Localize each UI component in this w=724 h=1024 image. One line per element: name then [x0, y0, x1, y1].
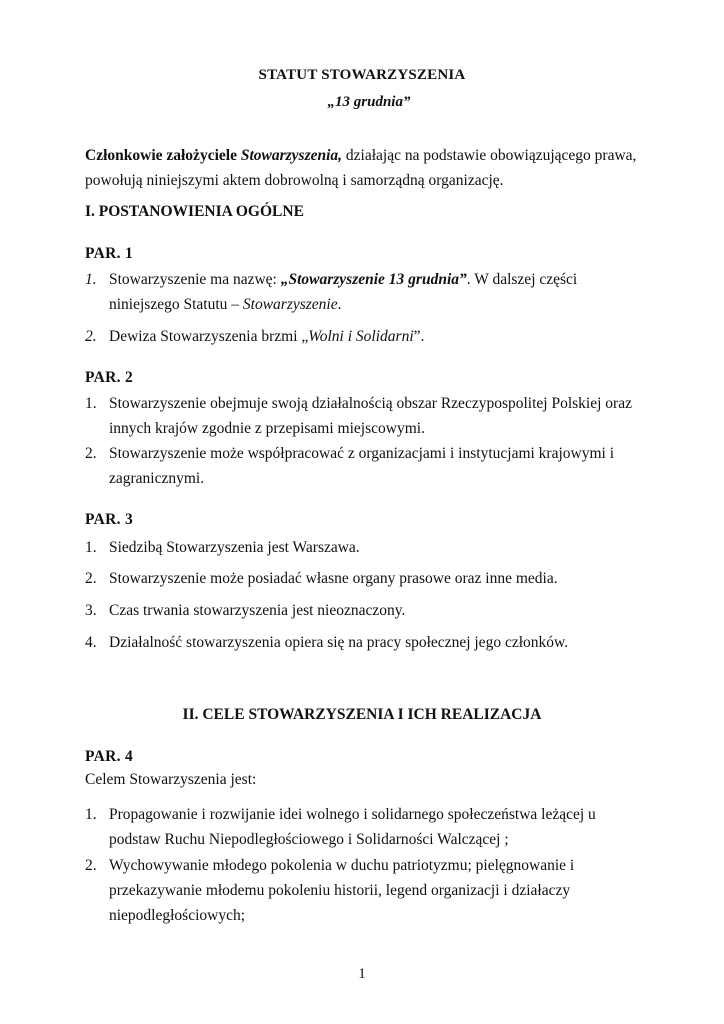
item-number: 2.: [85, 857, 97, 874]
item-text: Stowarzyszenie ma nazwę: „Stowarzyszenie 13 grudnia”. W dalszej części niniejszego Statutu – Stowarzyszenie.: [109, 271, 578, 313]
association-name: „Stowarzyszenie 13 grudnia”: [280, 271, 467, 288]
item-text: Stowarzyszenie może współpracować z organizacjami i instytucjami krajowymi i zagranicznymi.: [109, 445, 615, 487]
par-4-item: [85, 853, 645, 928]
item-number: 1.: [85, 271, 97, 288]
item-text: Propagowanie i rozwijanie idei wolnego i solidarnego społeczeństwa leżącej u podstaw Ruchu Niepodległościowego i Solidarności Walczącej ;: [109, 806, 596, 848]
par-1-item: [85, 267, 645, 317]
par-3-item: [85, 630, 645, 655]
item-text: Działalność stowarzyszenia opiera się na pracy społecznej jego członków.: [109, 634, 569, 651]
item-text: Stowarzyszenie może posiadać własne organy prasowe oraz inne media.: [109, 570, 558, 587]
par-3-label: PAR. 3: [85, 511, 134, 528]
par-4-label: PAR. 4: [85, 748, 134, 765]
item-number: 2.: [85, 328, 97, 345]
par-3-item: [85, 566, 645, 591]
par-2-item: [85, 391, 645, 441]
page-number: 1: [358, 966, 366, 982]
par-4-item: [85, 802, 645, 852]
par-3-item: [85, 598, 645, 623]
item-text: Stowarzyszenie obejmuje swoją działalnością obszar Rzeczypospolitej Polskiej oraz innych krajów zgodnie z przepisami miejscowymi.: [109, 395, 632, 437]
item-number: 1.: [85, 395, 97, 412]
section-heading-2: II. CELE STOWARZYSZENIA I ICH REALIZACJA: [182, 706, 542, 723]
document-title: STATUT STOWARZYSZENIA: [258, 67, 466, 83]
intro-rest: działając na podstawie obowiązującego prawa, powołują niniejszymi aktem dobrowolną i samorządną organizację.: [85, 147, 637, 189]
item-text: Dewiza Stowarzyszenia brzmi „Wolni i Solidarni”.: [109, 328, 425, 345]
item-number: 2.: [85, 570, 97, 587]
par-4-intro: Celem Stowarzyszenia jest:: [85, 771, 257, 788]
par-2-label: PAR. 2: [85, 369, 134, 386]
section-heading-1: I. POSTANOWIENIA OGÓLNE: [85, 203, 304, 220]
intro-lead: Członkowie założyciele: [85, 147, 241, 164]
par-1-label: PAR. 1: [85, 245, 134, 262]
item-text: Siedzibą Stowarzyszenia jest Warszawa.: [109, 539, 360, 556]
item-number: 2.: [85, 445, 97, 462]
par-3-item: [85, 535, 645, 560]
par-2-item: [85, 441, 645, 491]
item-text: Wychowywanie młodego pokolenia w duchu patriotyzmu; pielęgnowanie i przekazywanie młodemu pokoleniu historii, legend organizacji i działaczy niepodległościowych;: [109, 857, 575, 924]
item-number: 1.: [85, 539, 97, 556]
par-1-item: [85, 324, 645, 349]
item-number: 4.: [85, 634, 97, 651]
motto: Wolni i Solidarni: [308, 328, 414, 345]
item-number: 3.: [85, 602, 97, 619]
item-text: Czas trwania stowarzyszenia jest nieoznaczony.: [109, 602, 406, 619]
item-number: 1.: [85, 806, 97, 823]
intro-paragraph: [85, 143, 665, 193]
document-subtitle: „13 grudnia”: [327, 94, 411, 110]
intro-lead-italic: Stowarzyszenia,: [240, 147, 343, 164]
